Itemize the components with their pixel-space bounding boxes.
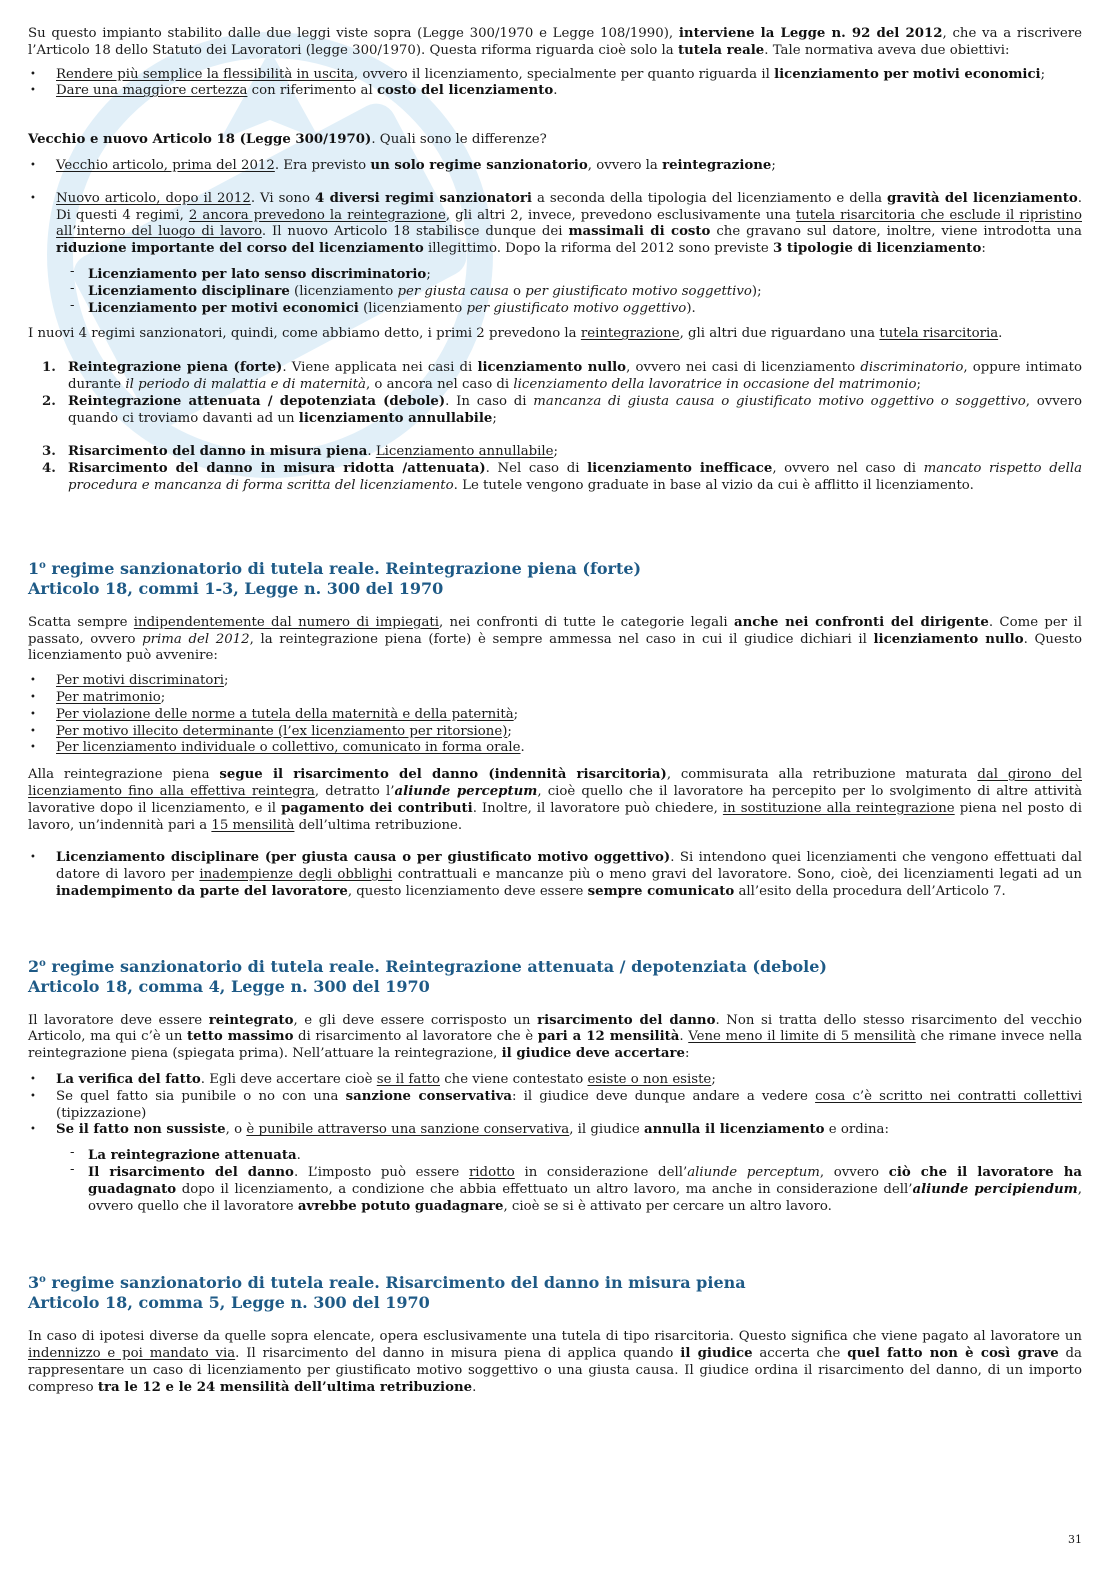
list-item: • Se quel fatto sia punibile o no con una sanzione conservativa: il giudice deve dunque andare a vedere cosa c’è scritto nei contratti collettivi (tipizzazione): [28, 1089, 1082, 1123]
list-item-regime-4: 4. Risarcimento del danno in misura ridotta /attenuata). Nel caso di licenziamento inefficace, ovvero nel caso di mancato rispetto della procedura e mancanza di forma scritta del licenziamento. Le tutele vengono graduate in base al vizio da cui è afflitto il licenziamento.: [42, 461, 1083, 493]
list-item: • Dare una maggiore certezza con riferimento al costo del licenziamento.: [28, 83, 1082, 100]
list-item: - La reintegrazione attenuata.: [70, 1148, 1082, 1165]
comparison-heading: Vecchio e nuovo Articolo 18 (Legge 300/1970). Quali sono le differenze?: [28, 132, 547, 148]
regimes-list: [28, 360, 1082, 495]
list-item: • Per motivi discriminatori;: [28, 673, 1082, 690]
section-2-title: 2$^o$ regime sanzionatorio di tutela reale. Reintegrazione attenuata / depotenziata (debole) Articolo 18, comma 4, Legge n. 300 del 1970: [28, 956, 827, 996]
list-item-regime-2: 2. Reintegrazione attenuata / depotenziata (debole). In caso di mancanza di giusta causa o giustificato motivo oggettivo o soggettivo, ovvero quando ci troviamo davanti ad un licenziamento annullabile;: [42, 393, 1082, 426]
regimes-intro: I nuovi 4 regimi sanzionatori, quindi, come abbiamo detto, i primi 2 prevedono la reintegrazione, gli altri due riguardano una tutela risarcitoria.: [28, 326, 1003, 342]
disciplinary-list: [28, 850, 1082, 900]
list-item: - Licenziamento disciplinare (licenziamento per giusta causa o per giustificato motivo soggettivo);: [70, 284, 1082, 301]
dismissal-types-list: [28, 267, 1082, 317]
list-item: • Rendere più semplice la flessibilità in uscita, ovvero il licenziamento, specialmente per quanto riguarda il licenziamento per motivi economici;: [28, 67, 1082, 84]
list-item: • Per motivo illecito determinante (l’ex licenziamento per ritorsione);: [28, 724, 1082, 741]
section-1-paragraph-1: Scatta sempre indipendentemente dal numero di impiegati, nei confronti di tutte le categorie legali anche nei confronti del dirigente. Come per il passato, ovvero prima del 2012, la reintegrazione piena (forte) è sempre ammessa nel caso in cui il giudice dichiari il licenziamento nullo. Questo licenziamento può avvenire:: [28, 614, 1082, 664]
intro-paragraph: Su questo impianto stabilito dalle due leggi viste sopra (Legge 300/1970 e Legge 108/1990), interviene la Legge n. 92 del 2012, che va a riscrivere l’Articolo 18 dello Statuto dei Lavoratori (legge 300/1970). Questa riforma riguarda cioè solo la tutela reale. Tale normativa aveva due obiettivi:: [28, 26, 1082, 58]
list-item: - Licenziamento per motivi economici (licenziamento per giustificato motivo oggettivo).: [70, 301, 1082, 318]
section-3-title: 3$^o$ regime sanzionatorio di tutela reale. Risarcimento del danno in misura piena Articolo 18, comma 5, Legge n. 300 del 1970: [28, 1273, 746, 1313]
section-1-paragraph-2: Alla reintegrazione piena segue il risarcimento del danno (indennità risarcitoria), commisurata alla retribuzione maturata dal girono del licenziamento fino alla effettiva reintegra, detratto l’aliunde perceptum, cioè quello che il lavoratore ha percepito per lo svolgimento di altre attività lavorative dopo il licenziamento, e il pagamento dei contributi. Inoltre, il lavoratore può chiedere, in sostituzione alla reintegrazione piena nel posto di lavoro, un’indennità pari a 15 mensilità dell’ultima retribuzione.: [28, 767, 1082, 833]
document-page: [28, 26, 1082, 1397]
list-item: - Licenziamento per lato senso discriminatorio;: [70, 267, 1082, 284]
judge-orders-list: [28, 1148, 1082, 1215]
list-item: • Licenziamento disciplinare (per giusta causa o per giustificato motivo oggettivo). Si intendono quei licenziamenti che vengono effettuati dal datore di lavoro per inadempienze degli obblighi contrattuali e mancanze più o meno gravi del lavoratore. Sono, cioè, dei licenziamenti legati ad un inadempimento da parte del lavoratore, questo licenziamento deve essere sempre comunicato all’esito della procedura dell’Articolo 7.: [28, 850, 1082, 900]
list-item-regime-3: 3. Risarcimento del danno in misura piena. Licenziamento annullabile;: [42, 444, 558, 460]
objectives-list: [28, 67, 1082, 101]
list-item: • Se il fatto non sussiste, o è punibile attraverso una sanzione conservativa, il giudice annulla il licenziamento e ordina:: [28, 1122, 1082, 1139]
judge-checks-list: [28, 1072, 1082, 1139]
page-number: 31: [1068, 1533, 1082, 1546]
list-item: • La verifica del fatto. Egli deve accertare cioè se il fatto che viene contestato esiste o non esiste;: [28, 1072, 1082, 1089]
list-item-old-article: • Vecchio articolo, prima del 2012. Era previsto un solo regime sanzionatorio, ovvero la reintegrazione;: [28, 158, 1082, 175]
section-2-paragraph-1: Il lavoratore deve essere reintegrato, e gli deve essere corrisposto un risarcimento del danno. Non si tratta dello stesso risarcimento del vecchio Articolo, ma qui c’è un tetto massimo di risarcimento al lavoratore che è pari a 12 mensilità. Vene meno il limite di 5 mensilità che rimane invece nella reintegrazione piena (spiegata prima). Nell’attuare la reintegrazione, il giudice deve accertare:: [28, 1012, 1083, 1062]
list-item-regime-1: 1. Reintegrazione piena (forte). Viene applicata nei casi di licenziamento nullo, ovvero nei casi di licenziamento discriminatorio, oppure intimato durante il periodo di malattia e di maternità, o ancora nel caso di licenziamento della lavoratrice in occasione del matrimonio;: [42, 360, 1082, 392]
list-item: • Per matrimonio;: [28, 690, 1082, 707]
list-item: • Per violazione delle norme a tutela della maternità e della paternità;: [28, 707, 1082, 724]
list-item: - Il risarcimento del danno. L’imposto può essere ridotto in considerazione dell’aliunde perceptum, ovvero ciò che il lavoratore ha guadagnato dopo il licenziamento, a condizione che abbia effettuato un altro lavoro, ma anche in considerazione dell’aliunde percipiendum, ovvero quello che il lavoratore avrebbe potuto guadagnare, cioè se si è attivato per cercare un altro lavoro.: [70, 1165, 1082, 1215]
nullity-cases-list: [28, 673, 1082, 757]
comparison-list: [28, 158, 1082, 258]
section-3-paragraph-1: In caso di ipotesi diverse da quelle sopra elencate, opera esclusivamente una tutela di tipo risarcitoria. Questo significa che viene pagato al lavoratore un indennizzo e poi mandato via. Il risarcimento del danno in misura piena di applica quando il giudice accerta che quel fatto non è così grave da rappresentare un caso di licenziamento per giustificato motivo soggettivo o una giusta causa. Il giudice ordina il risarcimento del danno, di un importo compreso tra le 12 e le 24 mensilità dell’ultima retribuzione.: [28, 1329, 1082, 1395]
list-item: • Per licenziamento individuale o collettivo, comunicato in forma orale.: [28, 740, 1082, 757]
section-1-title: 1$^o$ regime sanzionatorio di tutela reale. Reintegrazione piena (forte) Articolo 18, commi 1-3, Legge n. 300 del 1970: [28, 558, 642, 598]
list-item-new-article: • Nuovo articolo, dopo il 2012. Vi sono 4 diversi regimi sanzionatori a seconda della tipologia del licenziamento e della gravità del licenziamento. Di questi 4 regimi, 2 ancora prevedono la reintegrazione, gli altri 2, invece, prevedono esclusivamente una tutela risarcitoria che esclude il ripristino all’interno del luogo di lavoro. Il nuovo Articolo 18 stabilisce dunque dei massimali di costo che gravano sul datore, inoltre, viene introdotta una riduzione importante del corso del licenziamento illegittimo. Dopo la riforma del 2012 sono previste 3 tipologie di licenziamento:: [28, 191, 1082, 258]
